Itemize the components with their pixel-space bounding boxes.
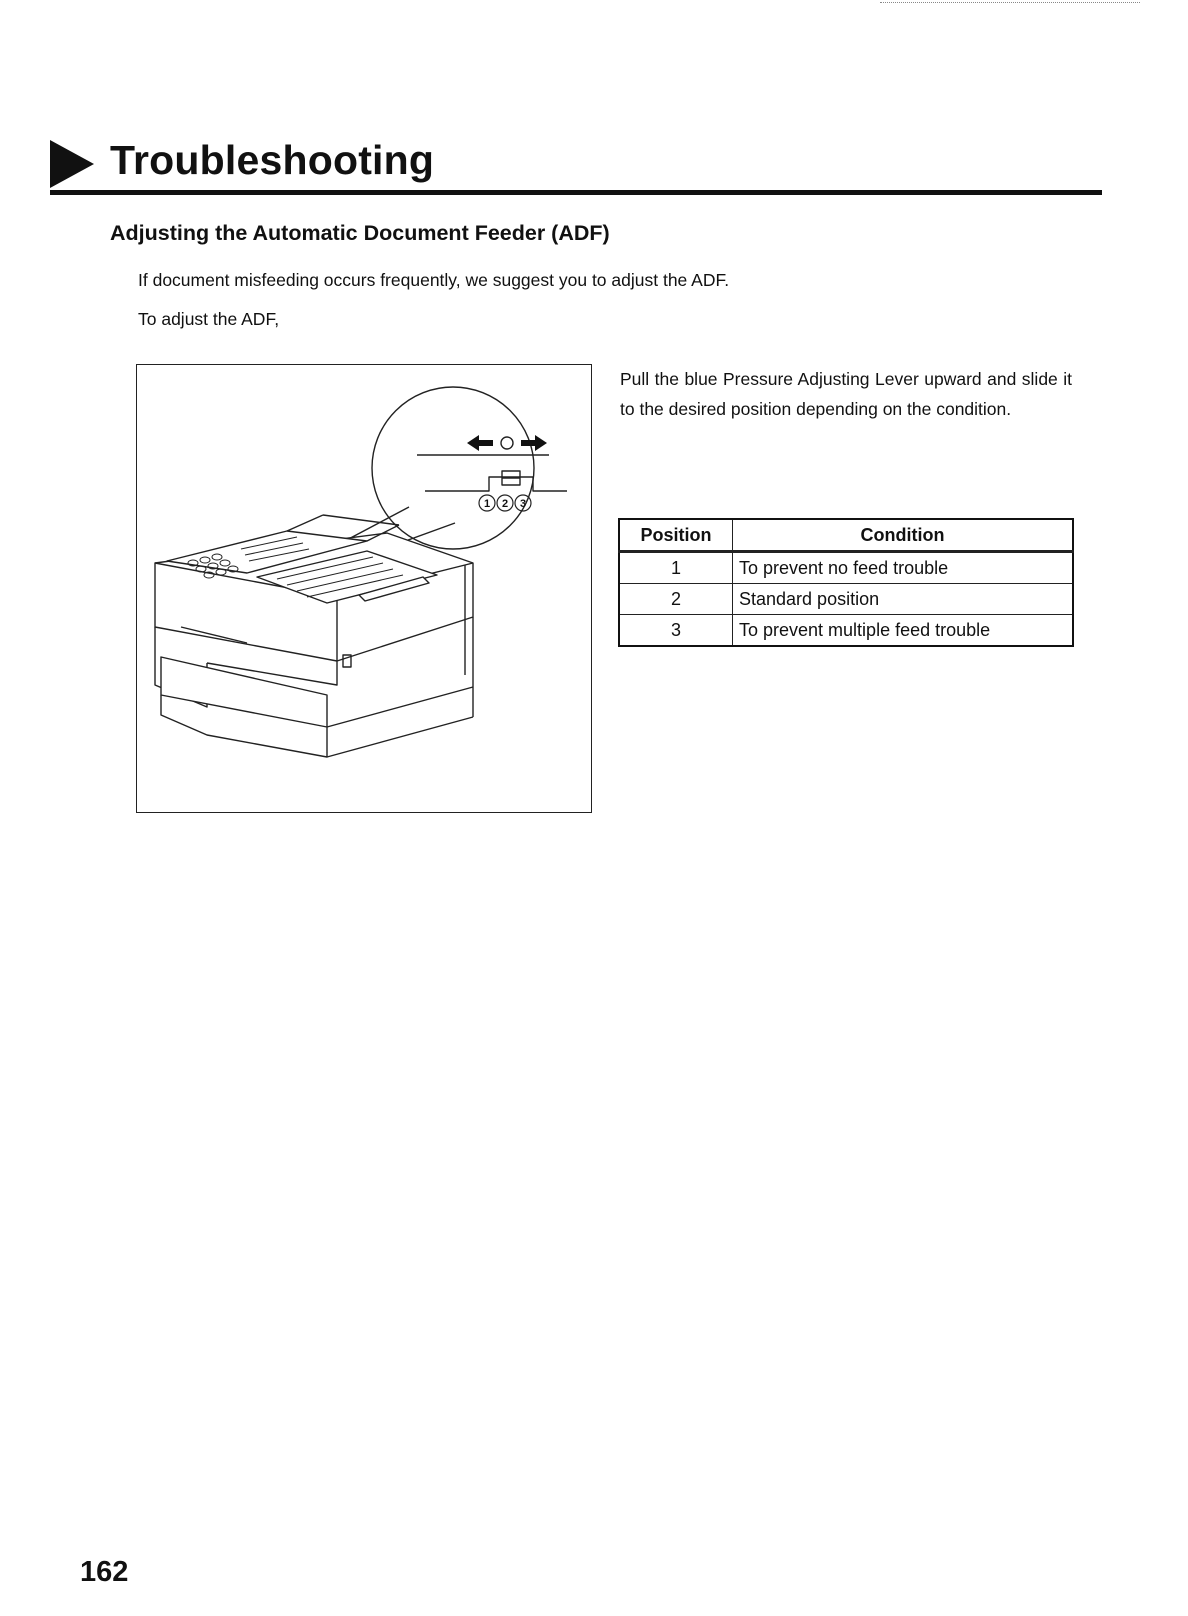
table-row — [619, 584, 1073, 615]
condition-cell: To prevent multiple feed trouble — [733, 615, 1074, 647]
adf-illustration — [136, 364, 592, 813]
position-cell: 2 — [619, 584, 733, 615]
condition-cell: To prevent no feed trouble — [733, 552, 1074, 584]
table-header-row — [619, 519, 1073, 552]
scan-artifact-line — [880, 2, 1140, 5]
page-header — [50, 132, 1102, 196]
page-title: Troubleshooting — [110, 137, 435, 183]
position-condition-table — [618, 518, 1074, 647]
header-rule — [50, 190, 1102, 195]
section-heading: Adjusting the Automatic Document Feeder (ADF) — [110, 221, 610, 245]
column-header-condition: Condition — [733, 519, 1074, 552]
column-header-position: Position — [619, 519, 733, 552]
position-cell: 1 — [619, 552, 733, 584]
lever-position-label: 1 — [483, 498, 491, 510]
table-row — [619, 552, 1073, 584]
intro-paragraph: If document misfeeding occurs frequently, we suggest you to adjust the ADF. — [138, 270, 730, 290]
lever-position-label: 2 — [501, 498, 509, 510]
position-cell: 3 — [619, 615, 733, 647]
fax-machine-drawing — [137, 365, 593, 814]
page-number: 162 — [80, 1556, 129, 1588]
table-row — [619, 615, 1073, 647]
lead-paragraph: To adjust the ADF, — [138, 309, 280, 329]
section-arrow-icon — [50, 140, 94, 188]
instruction-text: Pull the blue Pressure Adjusting Lever upward and slide it to the desired position depending on the condition. — [620, 369, 1072, 419]
lever-position-label: 3 — [519, 498, 527, 510]
condition-cell: Standard position — [733, 584, 1074, 615]
